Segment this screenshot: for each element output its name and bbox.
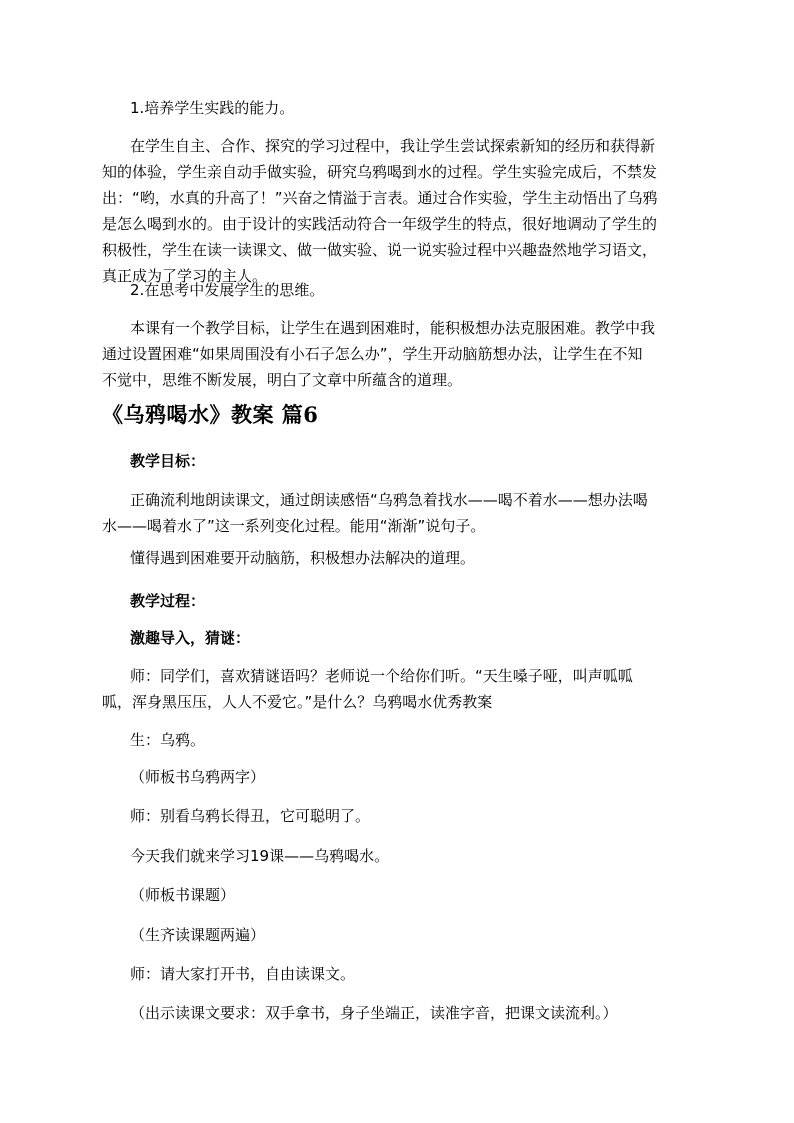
teaching-process-label: 教学过程：: [130, 592, 206, 610]
teaching-goal-paragraph-2: 懂得遇到困难要开动脑筋，积极想办法解决的道理。: [130, 549, 476, 567]
text-line: 知的体验，学生亲自动手做实验，研究乌鸦喝到水的过程。学生实验完成后，不禁发: [102, 163, 658, 181]
point-1-paragraph: [102, 133, 694, 289]
text-line: 正确流利地朗读课文，通过朗读感悟“乌鸦急着找水——喝不着水——想办法喝: [130, 491, 648, 509]
point-2-heading: 2.在思考中发展学生的思维。: [130, 281, 325, 299]
text-line: 不觉中，思维不断发展，明白了文章中所蕴含的道理。: [102, 371, 463, 389]
point-2-paragraph: [102, 315, 694, 393]
teacher-line-2: 师：别看乌鸦长得丑，它可聪明了。: [130, 807, 371, 825]
text-line: 是怎么喝到水的。由于设计的实践活动符合一年级学生的特点，很好地调动了学生的: [102, 215, 658, 233]
teaching-goal-paragraph: [102, 487, 694, 539]
requirement-note: （出示读课文要求：双手拿书，身子坐端正，读准字音，把课文读流利。）: [130, 1004, 618, 1022]
text-line: 出：“哟，水真的升高了！”兴奋之情溢于言表。通过合作实验，学生主动悟出了乌鸦: [102, 189, 658, 207]
board-note-1: （师板书乌鸦两字）: [130, 768, 266, 786]
text-line: 积极性，学生在读一读课文、做一做实验、说一说实验过程中兴趣盎然地学习语文，: [102, 241, 658, 259]
today-line: 今天我们就来学习19课——乌鸦喝水。: [130, 847, 390, 865]
text-line: 在学生自主、合作、探究的学习过程中，我让学生尝试探索新知的经历和获得新: [130, 137, 656, 155]
text-line: 本课有一个教学目标，让学生在遇到困难时，能积极想办法克服困难。教学中我: [130, 319, 656, 337]
text-line: 通过设置困难“如果周围没有小石子怎么办”，学生开动脑筋想办法，让学生在不知: [102, 345, 643, 363]
riddle-paragraph: [102, 663, 694, 715]
section-title: 《乌鸦喝水》教案 篇6: [102, 402, 319, 427]
intro-label: 激趣导入，猜谜：: [130, 629, 251, 647]
text-line: 呱，浑身黑压压，人人不爱它。”是什么？乌鸦喝水优秀教案: [102, 693, 493, 711]
teaching-goal-label: 教学目标：: [130, 452, 206, 470]
text-line: 师：同学们，喜欢猜谜语吗？老师说一个给你们听。“天生嗓子哑，叫声呱呱: [130, 667, 633, 685]
board-note-2: （师板书课题）: [130, 886, 236, 904]
read-twice-note: （生齐读课题两遍）: [130, 926, 266, 944]
text-line: 水——喝着水了”这一系列变化过程。能用“渐渐”说句子。: [102, 517, 486, 535]
teacher-line-3: 师：请大家打开书，自由读课文。: [130, 965, 356, 983]
student-answer: 生：乌鸦。: [130, 731, 206, 749]
point-1-heading: 1.培养学生实践的能力。: [130, 99, 295, 117]
text-line: 真正成为了学习的主人。: [102, 267, 268, 285]
